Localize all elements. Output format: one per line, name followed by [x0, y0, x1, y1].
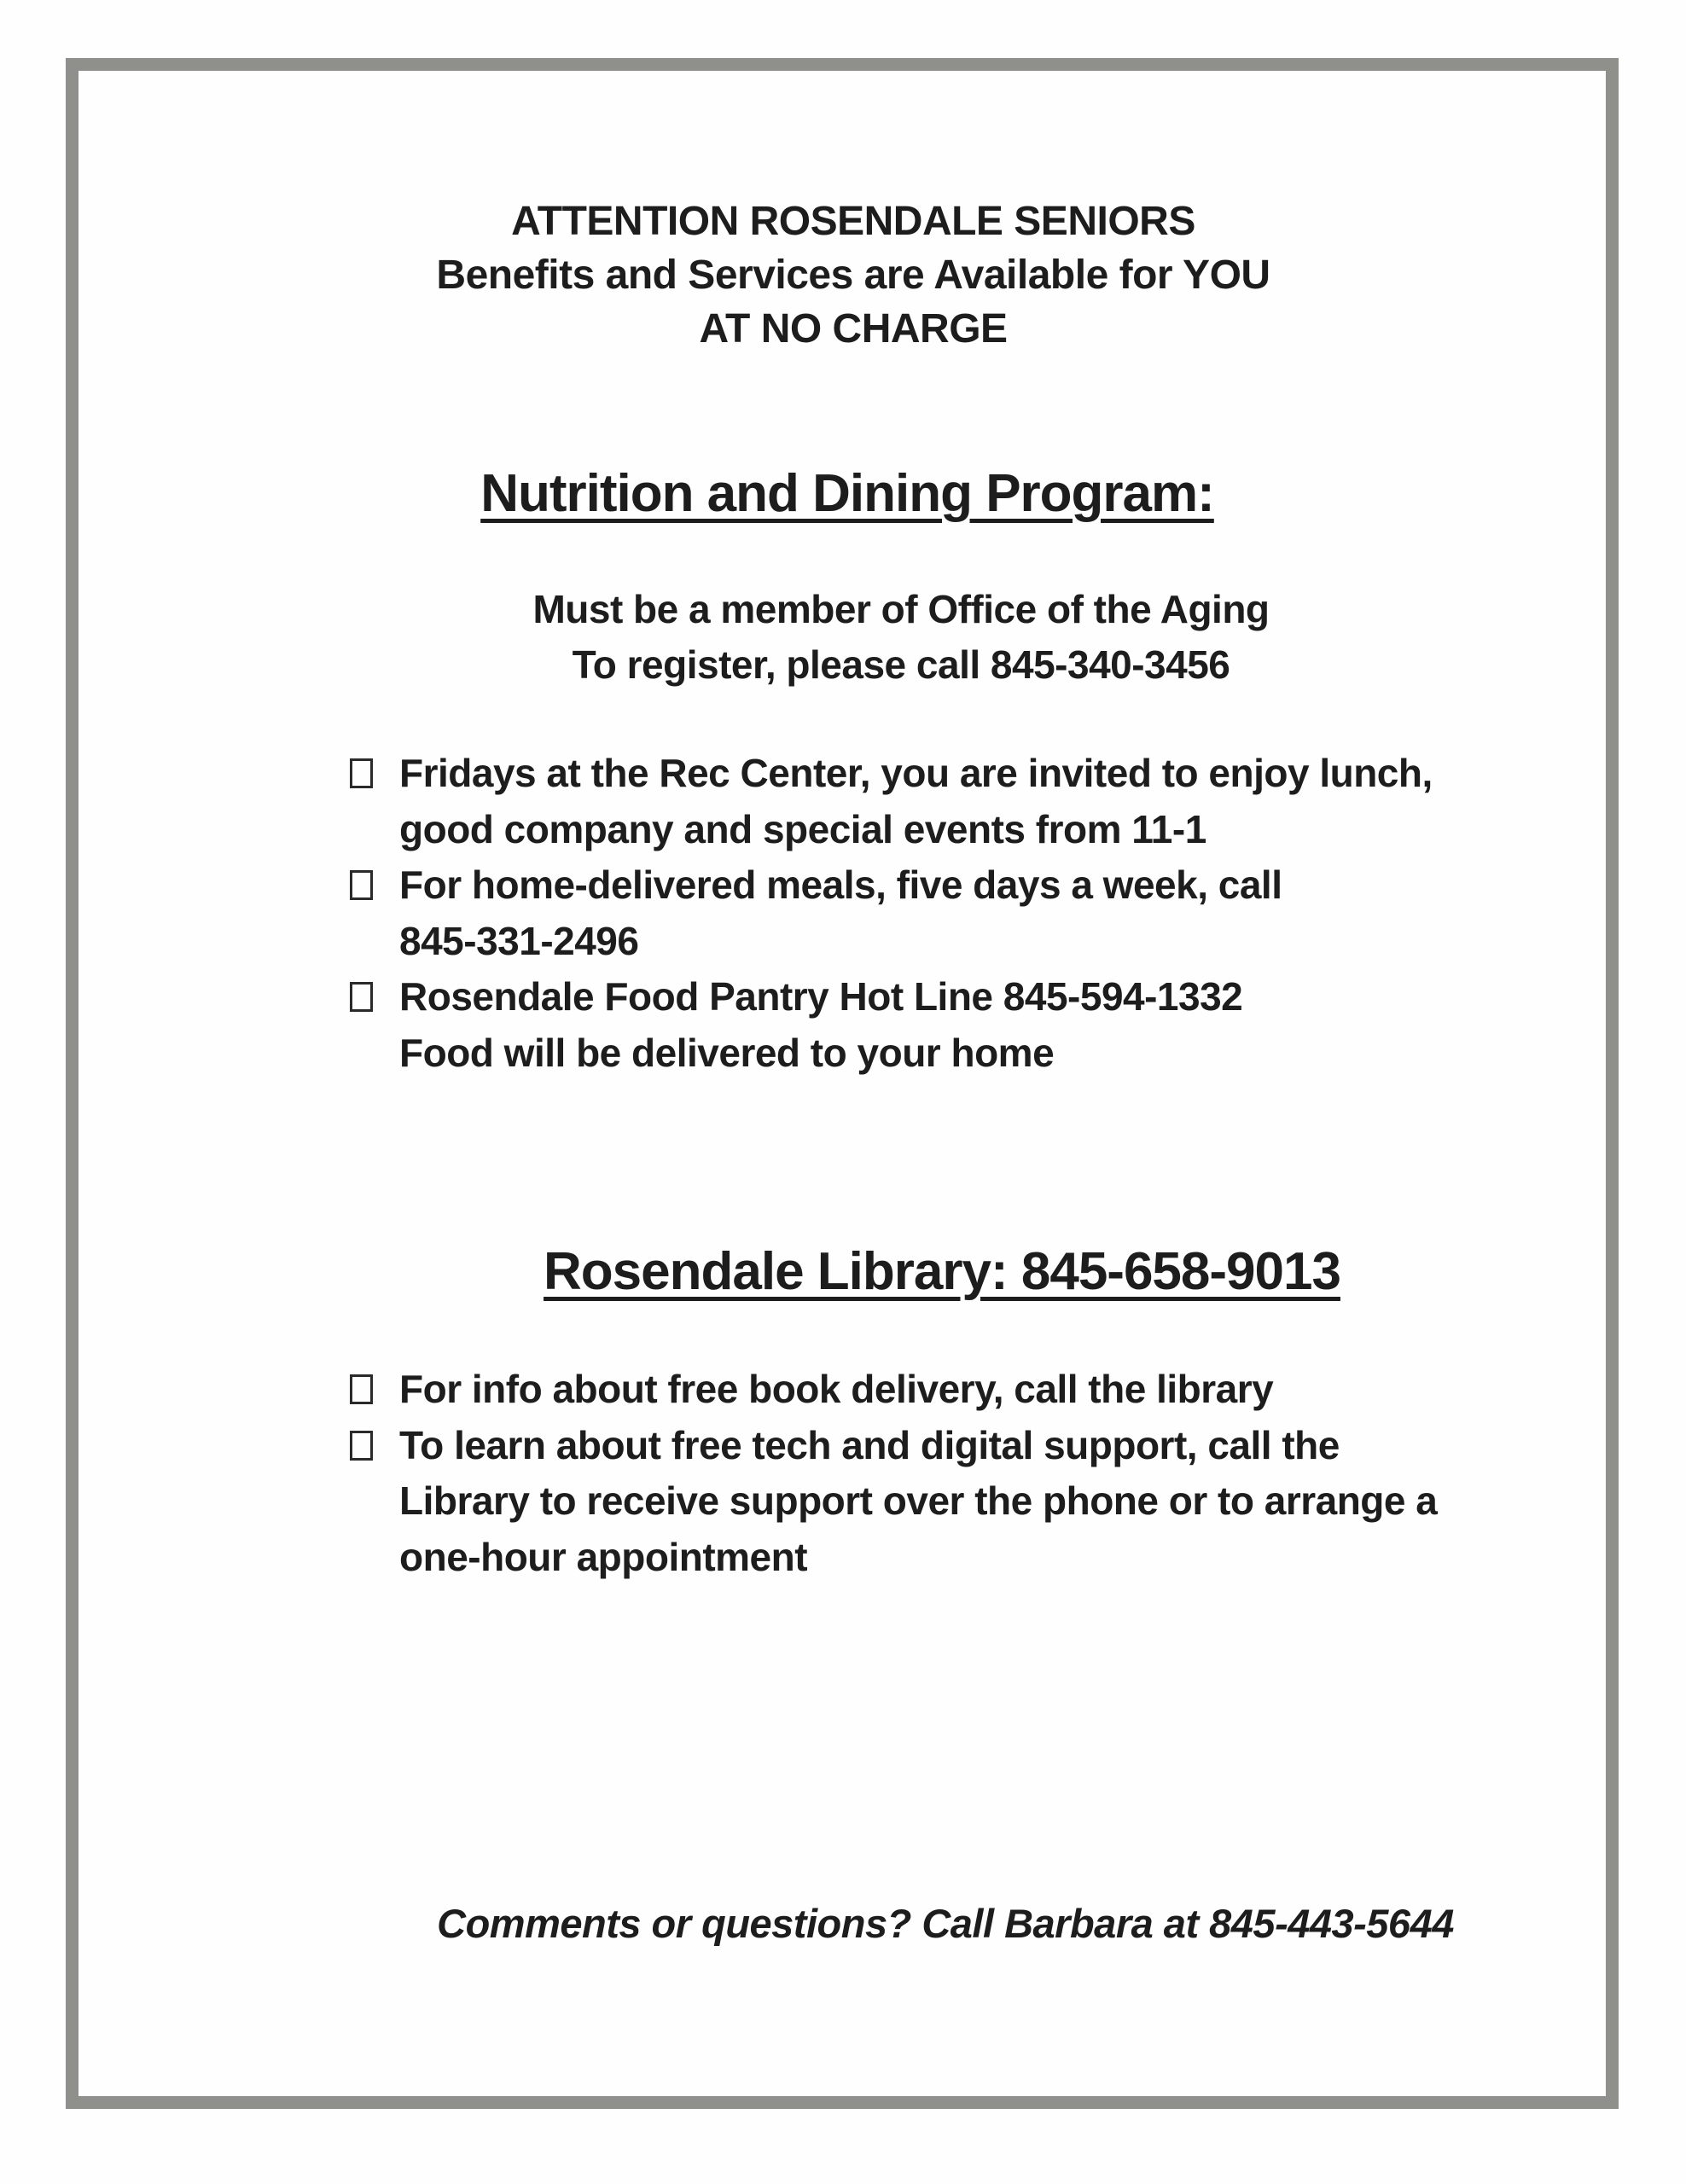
bullet-line: Food will be delivered to your home — [399, 1030, 1055, 1075]
nutrition-intro-line-1: Must be a member of Office of the Aging — [532, 587, 1270, 631]
list-item — [350, 1418, 1437, 1586]
nutrition-section-heading — [71, 461, 1624, 527]
bullet-line: For info about free book delivery, call the library — [399, 1367, 1274, 1411]
bullet-text — [399, 969, 1242, 1081]
bullet-line: one-hour appointment — [399, 1534, 808, 1579]
bullet-line: Fridays at the Rec Center, you are invited to enjoy lunch, — [399, 751, 1433, 795]
list-item — [350, 857, 1433, 969]
bullet-text — [399, 857, 1282, 969]
page-border-frame — [66, 58, 1619, 2109]
bullet-line: Rosendale Food Pantry Hot Line 845-594-1332 — [399, 974, 1243, 1019]
footer-contact-line: Comments or questions? Call Barbara at 845-443-5644 — [437, 1901, 1454, 1946]
nutrition-heading-text: Nutrition and Dining Program: — [480, 464, 1214, 523]
header-line-2: Benefits and Services are Available for YOU — [436, 253, 1270, 298]
list-item — [350, 969, 1433, 1081]
list-item — [350, 1362, 1437, 1418]
checkbox-bullet-icon — [350, 982, 373, 1012]
library-bullet-list — [350, 1362, 1437, 1585]
checkbox-bullet-icon — [350, 758, 373, 788]
checkbox-bullet-icon — [350, 870, 373, 900]
list-item — [350, 746, 1433, 857]
checkbox-bullet-icon — [350, 1431, 373, 1461]
bullet-line: Library to receive support over the phone or to arrange a — [399, 1478, 1438, 1523]
bullet-line: To learn about free tech and digital support, call the — [399, 1422, 1340, 1467]
bullet-line: good company and special events from 11-1 — [399, 806, 1206, 851]
header-line-3: AT NO CHARGE — [699, 306, 1008, 351]
nutrition-bullet-list — [350, 746, 1433, 1081]
header-line-1: ATTENTION ROSENDALE SENIORS — [511, 199, 1195, 244]
flyer-header — [77, 195, 1630, 356]
nutrition-intro — [125, 582, 1677, 693]
library-heading-text: Rosendale Library: 845-658-9013 — [544, 1242, 1340, 1301]
checkbox-bullet-icon — [350, 1374, 373, 1404]
nutrition-intro-line-2: To register, please call 845-340-3456 — [572, 642, 1230, 687]
bullet-text — [399, 746, 1433, 857]
bullet-line: 845-331-2496 — [399, 918, 639, 963]
bullet-text — [399, 1362, 1273, 1418]
library-section-heading — [166, 1239, 1686, 1305]
bullet-text — [399, 1418, 1437, 1586]
bullet-line: For home-delivered meals, five days a week, call — [399, 863, 1282, 907]
